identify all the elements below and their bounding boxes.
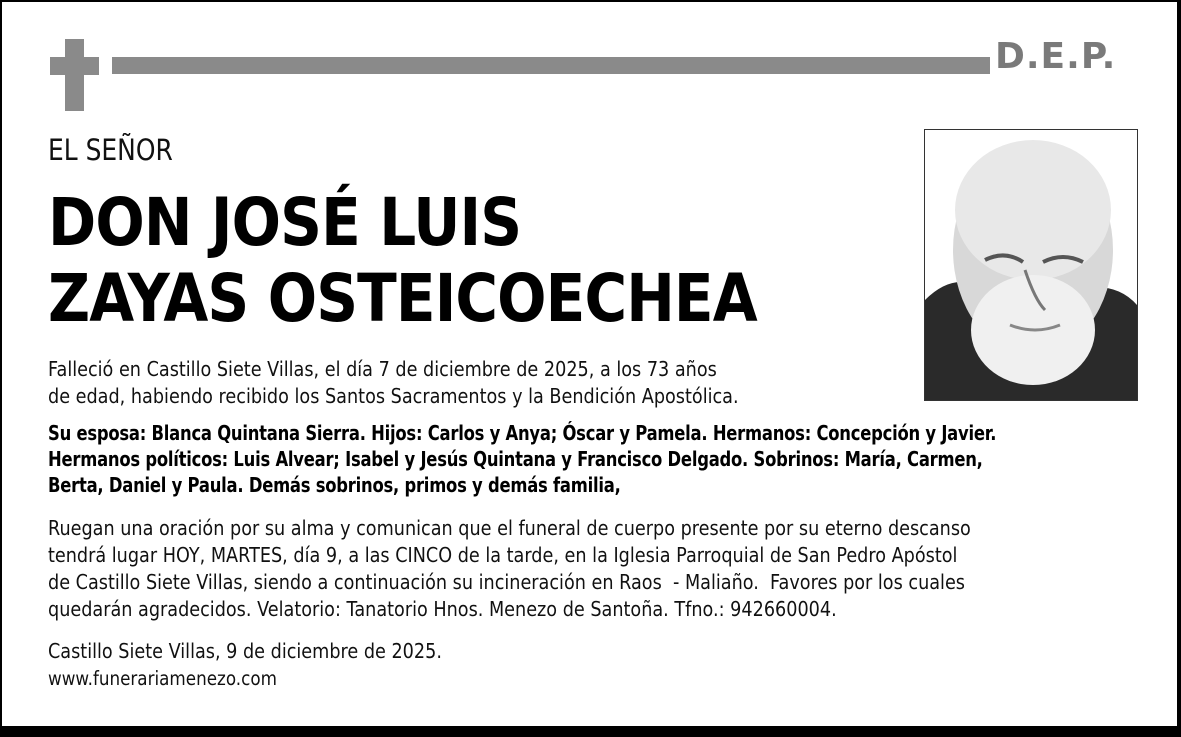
service-line2: tendrá lugar HOY, MARTES, día 9, a las CINCO de la tarde, en la Iglesia Parroquial de San Pedro Apóstol <box>48 543 958 567</box>
header-rule <box>112 57 990 74</box>
obituary-card <box>2 2 1177 726</box>
service-line1: Ruegan una oración por su alma y comunican que el funeral de cuerpo presente por su eterno descanso <box>48 516 971 540</box>
dep-label: D.E.P. <box>995 36 1117 77</box>
website-link[interactable]: www.funerariamenezo.com <box>48 667 277 690</box>
family-line2: Hermanos políticos: Luis Alvear; Isabel y Jesús Quintana y Francisco Delgado. Sobrinos: María, Carmen, <box>48 447 983 471</box>
family-line3: Berta, Daniel y Paula. Demás sobrinos, primos y demás familia, <box>48 473 621 497</box>
service-line4: quedarán agradecidos. Velatorio: Tanatorio Hnos. Menezo de Santoña. Tfno.: 942660004. <box>48 597 837 621</box>
family-line1: Su esposa: Blanca Quintana Sierra. Hijos: Carlos y Anya; Óscar y Pamela. Hermanos: Concepción y Javier. <box>48 421 997 445</box>
cross-vertical-bar <box>65 39 84 111</box>
portrait-illustration <box>925 130 1137 400</box>
portrait-photo <box>924 129 1138 401</box>
service-details <box>48 515 971 623</box>
place-date: Castillo Siete Villas, 9 de diciembre de 2025. <box>48 639 442 663</box>
death-notice-line1: Falleció en Castillo Siete Villas, el día 7 de diciembre de 2025, a los 73 años <box>48 357 717 381</box>
cross-horizontal-bar <box>50 57 99 75</box>
death-notice-line2: de edad, habiendo recibido los Santos Sacramentos y la Bendición Apostólica. <box>48 384 739 408</box>
honorific: EL SEÑOR <box>48 133 173 167</box>
service-line3: de Castillo Siete Villas, siendo a continuación su incineración en Raos - Maliaño. Favores por los cuales <box>48 570 965 594</box>
family-list <box>48 420 996 498</box>
deceased-name-line1: DON JOSÉ LUIS <box>48 184 522 261</box>
deceased-name-line2: ZAYAS OSTEICOECHEA <box>48 260 757 337</box>
death-notice <box>48 356 739 410</box>
